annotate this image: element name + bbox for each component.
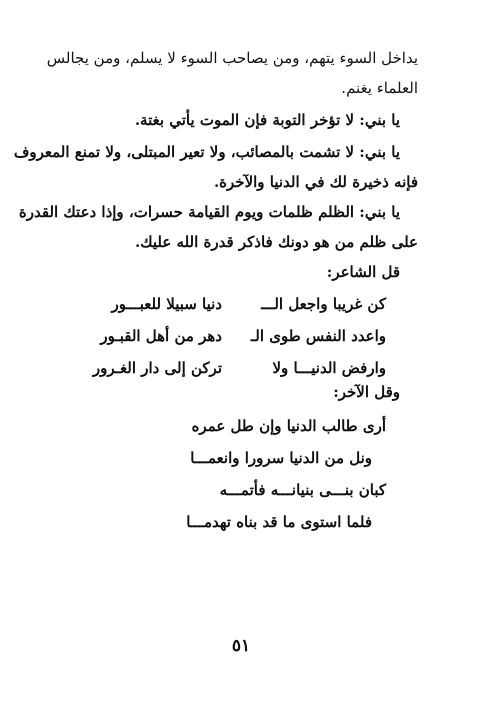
paragraph-3-line-2: فإنه ذخيرة لك في الدنيا والآخرة. [213, 173, 418, 191]
poem-1-intro: قل الشاعر: [326, 263, 400, 281]
paragraph-4-line-1: يا بني: الظلم ظلمات ويوم القيامة حسرات، وإذا دعتك القدرة [18, 203, 400, 221]
poem-1-verse-3-second: تركن إلى دار الغـرور [92, 359, 222, 377]
poem-1-verse-2-first: واعدد النفس طوى الـ [250, 327, 386, 345]
page-number: ٥١ [231, 636, 251, 656]
poem-2-line-2: ونل من الدنيا سرورا وانعمـــا [190, 449, 372, 467]
paragraph-3-line-1: يا بني: لا تشمت بالمصائب، ولا تعير المبتلى، ولا تمنع المعروف [13, 143, 400, 161]
poem-2-line-3: كبان بنـــى بنيانـــه فأتمـــه [219, 481, 386, 499]
paragraph-4-line-2: على ظلم من هو دونك فاذكر قدرة الله عليك. [135, 233, 418, 251]
paragraph-2: يا بني: لا تؤخر التوبة فإن الموت يأتي بغتة. [134, 111, 400, 129]
poem-2-intro: وقل الآخر: [333, 383, 400, 401]
poem-1-verse-1-second: دنيا سبيلا للعبـــور [111, 295, 222, 313]
poem-2-line-1: أرى طالب الدنيا وإن طل عمره [191, 417, 386, 435]
poem-1-verse-1-first: كن غريبا واجعل الـــ [261, 295, 386, 313]
poem-2-line-4: فلما استوى ما قد بناه تهدمـــا [186, 513, 372, 531]
poem-1-verse-3-first: وارفض الدنيـــا ولا [272, 359, 386, 377]
paragraph-1-line-2: العلماء يغنم. [341, 79, 418, 97]
poem-1-verse-2-second: دهر من أهل القبـور [100, 327, 222, 345]
paragraph-1-line-1: يداخل السوء يتهم، ومن يصاحب السوء لا يسلم، ومن يجالس [46, 49, 418, 67]
